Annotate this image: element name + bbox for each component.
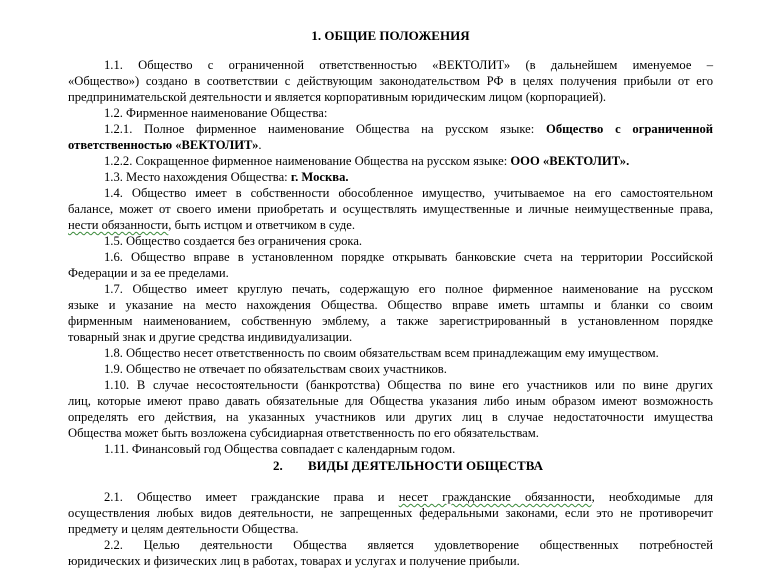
para-1-11: 1.11. Финансовый год Общества совпадает с календарным годом. <box>104 442 456 456</box>
para-1-4-line-1: 1.4. Общество имеет в собственности обособленное имущество, учитываемое на его самостоятельном <box>104 186 713 200</box>
para-1-2-1-line-2 <box>68 137 713 153</box>
para-1-7-line-3: фирменным наименованием, собственную эмблему, а также зарегистрированный в установленном порядке <box>68 314 713 328</box>
para-1-2-2 <box>68 153 713 169</box>
para-1-8: 1.8. Общество несет ответственность по своим обязательствам всем принадлежащим ему имуществом. <box>104 346 659 360</box>
para-1-2-1-plain: 1.2.1. Полное фирменное наименование Общества на русском языке: <box>104 122 547 136</box>
para-2-1-line-3: предмету и целям деятельности Общества. <box>68 522 299 536</box>
para-1-3-plain: 1.3. Место нахождения Общества: <box>104 170 291 184</box>
para-1-2-1-bold-1: Общество с ограниченной <box>546 122 714 136</box>
para-1-1-line-1: 1.1. Общество с ограниченной ответственностью «ВЕКТОЛИТ» (в дальнейшем именуемое – <box>104 58 713 72</box>
para-1-7-line-2: языке и указание на место нахождения Общества. Общество вправе иметь штампы и бланки со своим <box>68 298 713 312</box>
para-1-5: 1.5. Общество создается без ограничения срока. <box>104 234 363 248</box>
para-2-1-part-b: , необходимые для <box>591 490 714 504</box>
spellcheck-underline: несет гражданские обязанности <box>398 490 592 504</box>
spellcheck-underline: нести обязанности <box>68 218 169 232</box>
para-1-2: 1.2. Фирменное наименование Общества: <box>104 106 328 120</box>
para-1-4-line-3 <box>68 217 713 233</box>
section-2-title: ВИДЫ ДЕЯТЕЛЬНОСТИ ОБЩЕСТВА <box>308 458 543 473</box>
para-1-6-line-2: Федерации и за ее пределами. <box>68 266 229 280</box>
para-1-4-line-2: балансе, может от своего имени приобретать и осуществлять имущественные и личные неимущественные права, <box>68 202 713 216</box>
section-1-title: 1. ОБЩИЕ ПОЛОЖЕНИЯ <box>311 28 470 43</box>
para-1-10-line-1: 1.10. В случае несостоятельности (банкротства) Общества по вине его участников или по вине других <box>104 378 713 392</box>
para-1-6-line-1: 1.6. Общество вправе в установленном порядке открывать банковские счета на территории Российской <box>104 250 713 264</box>
para-1-7-line-1: 1.7. Общество имеет круглую печать, содержащую его полное фирменное наименование на русском <box>104 282 713 296</box>
section-2-number: 2. <box>273 458 283 473</box>
para-1-3 <box>68 169 713 185</box>
para-1-2-1-bold-2: ответственностью «ВЕКТОЛИТ» <box>68 138 259 152</box>
para-1-2-1-line-1 <box>68 121 713 137</box>
para-1-10-line-4: Общества может быть возложена субсидиарная ответственность по его обязательствам. <box>68 426 539 440</box>
para-1-9: 1.9. Общество не отвечает по обязательствам своих участников. <box>104 362 447 376</box>
para-2-2-line-1: 2.2. Целью деятельности Общества является удовлетворение общественных потребностей <box>104 538 713 552</box>
para-2-1-line-1 <box>68 489 713 505</box>
para-2-2-line-2: юридических и физических лиц в работах, товарах и услугах и получение прибыли. <box>68 554 520 568</box>
para-1-3-bold: г. Москва. <box>290 170 349 184</box>
para-1-10-line-2: лиц, которые имеют право давать обязательные для Общества указания либо иным образом имеют возможность <box>68 394 713 408</box>
para-1-7-line-4: товарный знак и другие средства индивидуализации. <box>68 330 353 344</box>
para-1-2-2-bold: ООО «ВЕКТОЛИТ». <box>510 154 630 168</box>
para-1-1-line-2: «Общество») создано в соответствии с действующим законодательством РФ в целях получения прибыли от его <box>68 74 713 88</box>
para-1-2-1-end: . <box>258 138 262 152</box>
para-1-2-2-plain: 1.2.2. Сокращенное фирменное наименование Общества на русском языке: <box>104 154 511 168</box>
para-2-1-line-2: осуществления любых видов деятельности, не запрещенных федеральными законами, если это не противоречит <box>68 506 713 520</box>
para-2-1-part-a: 2.1. Общество имеет гражданские права и <box>104 490 399 504</box>
para-1-4-line-3-rest: , быть истцом и ответчиком в суде. <box>168 218 355 232</box>
para-1-10-line-3: определять его действия, на указанных участников или других лиц в случае недостаточности имущества <box>68 410 713 424</box>
para-1-1-line-3: предпринимательской деятельности и является корпоративным юридическим лицом (корпорацией). <box>68 90 607 104</box>
